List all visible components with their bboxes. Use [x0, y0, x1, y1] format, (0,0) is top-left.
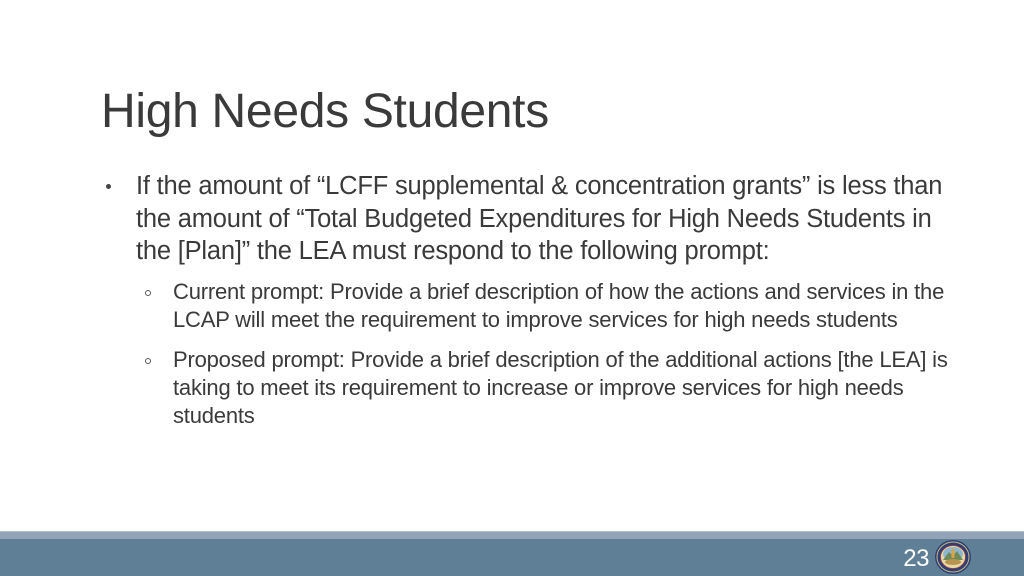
state-seal-icon — [934, 539, 972, 575]
hollow-circle-bullet-icon — [145, 290, 151, 296]
footer-bar — [0, 539, 1024, 576]
hollow-circle-bullet-icon — [145, 358, 151, 364]
sub-bullet-text: Current prompt: Provide a brief description of how the actions and services in the LCAP will meet the requirement to improve services for high needs students — [173, 278, 945, 332]
bullet-item — [100, 170, 950, 268]
page-number: 23 — [903, 545, 929, 572]
sub-bullet-text: Proposed prompt: Provide a brief description of the additional actions [the LEA] is taking to meet its requirement to increase or improve services for high needs students — [173, 346, 948, 428]
sub-bullet-list — [100, 278, 950, 430]
slide-content — [100, 170, 950, 442]
footer-accent-strip — [0, 531, 1024, 539]
sub-bullet-item-current-prompt — [100, 278, 950, 334]
sub-bullet-item-proposed-prompt — [100, 346, 950, 430]
slide-title: High Needs Students — [101, 85, 549, 138]
bullet-text: If the amount of “LCFF supplemental & concentration grants” is less than the amount of “Total Budgeted Expenditures for High Needs Students in the [Plan]” the LEA must respond to the following prompt: — [136, 172, 943, 265]
bullet-dot-icon — [106, 184, 111, 189]
